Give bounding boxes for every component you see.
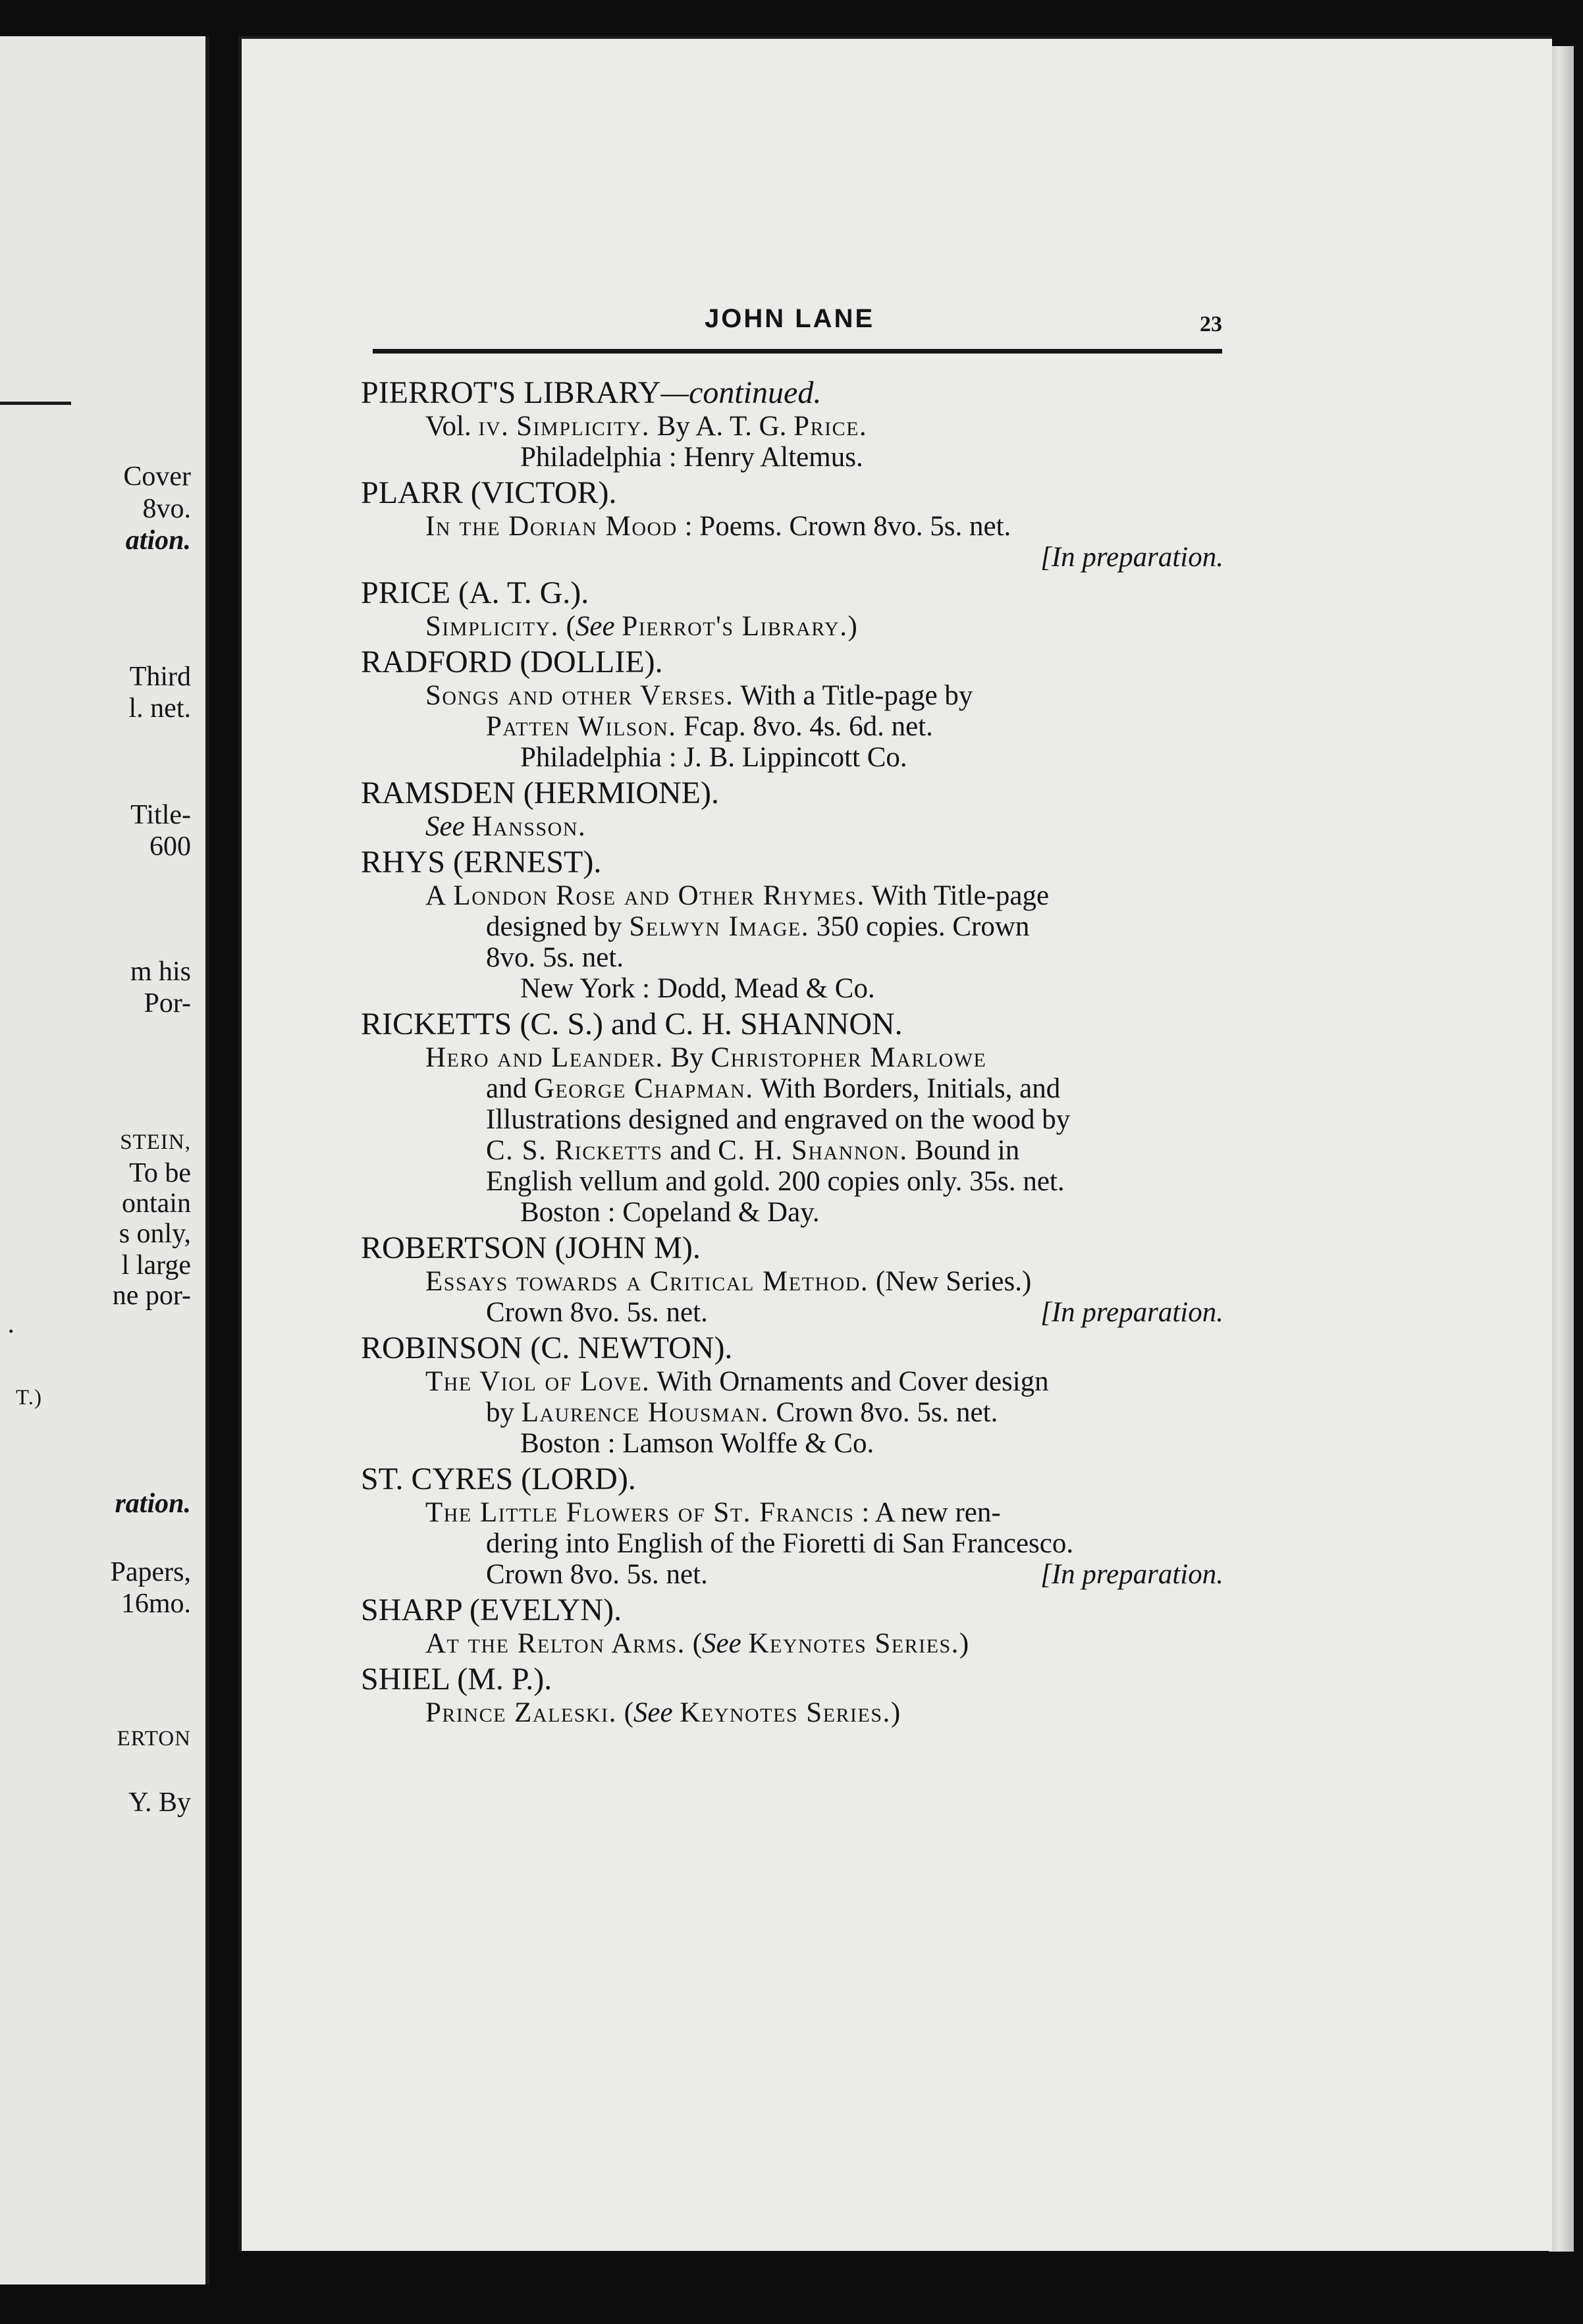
margin-fragment: Cover (123, 462, 191, 492)
header-rule (373, 349, 1222, 354)
margin-fragment: l large (121, 1250, 191, 1281)
margin-fragment: Papers, (110, 1557, 191, 1587)
catalogue-entry (361, 776, 1223, 842)
entry-line: C. S. Ricketts and C. H. Shannon. Bound in (486, 1135, 1020, 1166)
entry-imprint: Philadelphia : J. B. Lippincott Co. (520, 742, 907, 773)
running-head: JOHN LANE (705, 304, 875, 333)
entry-author: SHIEL (M. P.). (361, 1662, 552, 1697)
entry-line: Songs and other Verses. With a Title-page by (425, 680, 973, 711)
entry-author: RADFORD (DOLLIE). (361, 645, 663, 679)
facing-page-fragment (0, 36, 209, 2284)
entry-imprint: Philadelphia : Henry Altemus. (520, 442, 863, 473)
margin-fragment: 16mo. (121, 1589, 191, 1619)
catalogue-entry (361, 1662, 1223, 1728)
margin-fragment: To be (129, 1158, 191, 1188)
entry-line: Vol. iv. Simplicity. By A. T. G. Price. (425, 411, 868, 442)
entry-status: [In preparation. (1040, 1297, 1223, 1328)
entry-line: English vellum and gold. 200 copies only. 35s. net. (486, 1166, 1065, 1197)
catalogue-entry (361, 645, 1223, 773)
entry-imprint: New York : Dodd, Mead & Co. (520, 973, 875, 1004)
margin-fragment: Y. By (128, 1787, 191, 1818)
margin-fragment: 600 (149, 832, 191, 862)
entry-line: Simplicity. (See Pierrot's Library.) (425, 611, 857, 642)
entry-line: 8vo. 5s. net. (486, 942, 624, 973)
margin-fragment: ontain (122, 1188, 191, 1219)
entry-author: SHARP (EVELYN). (361, 1593, 622, 1627)
catalogue-entry (361, 1593, 1223, 1659)
entry-author: ST. CYRES (LORD). (361, 1462, 636, 1496)
entry-status: [In preparation. (1040, 542, 1223, 573)
entry-line: designed by Selwyn Image. 350 copies. Crown (486, 911, 1030, 942)
entry-line: Patten Wilson. Fcap. 8vo. 4s. 6d. net. (486, 711, 933, 742)
entry-author: PIERROT'S LIBRARY—continued. (361, 375, 822, 410)
entry-line: The Viol of Love. With Ornaments and Cover design (425, 1366, 1049, 1397)
entry-author: RAMSDEN (HERMIONE). (361, 776, 719, 810)
margin-fragment: Title- (130, 800, 191, 830)
catalogue-entry (361, 1230, 1223, 1328)
catalogue-entry (361, 575, 1223, 642)
page-number: 23 (1200, 312, 1222, 336)
entry-line: Crown 8vo. 5s. net. [In preparation. (486, 1559, 1223, 1590)
margin-fragment: ration. (115, 1489, 191, 1519)
entry-author: PLARR (VICTOR). (361, 475, 617, 510)
entry-line: dering into English of the Fioretti di San Francesco. (486, 1528, 1074, 1559)
entry-author: PRICE (A. T. G.). (361, 575, 589, 610)
entry-line: The Little Flowers of St. Francis : A new ren- (425, 1497, 1001, 1528)
catalogue-entry (361, 1007, 1223, 1228)
entry-author: RICKETTS (C. S.) and C. H. SHANNON. (361, 1007, 903, 1042)
margin-fragment: ERTON (117, 1727, 191, 1751)
margin-fragment: STEIN, (120, 1130, 191, 1154)
catalogue-entry (361, 1462, 1223, 1590)
entry-line: Hero and Leander. By Christopher Marlowe (425, 1042, 987, 1073)
margin-fragment: . (7, 1309, 14, 1339)
margin-fragment: Por- (144, 988, 191, 1018)
entry-line: In the Dorian Mood : Poems. Crown 8vo. 5s. net. (425, 511, 1011, 542)
margin-fragment: ne por- (112, 1281, 191, 1311)
entry-line: Illustrations designed and engraved on the wood by (486, 1104, 1071, 1135)
margin-fragment: T.) (16, 1386, 42, 1410)
entry-line: Essays towards a Critical Method. (New Series.) (425, 1266, 1032, 1297)
entry-line: A London Rose and Other Rhymes. With Title-page (425, 880, 1050, 911)
entry-line: and George Chapman. With Borders, Initials, and (486, 1073, 1061, 1104)
margin-fragment: 8vo. (142, 494, 191, 524)
entry-imprint: Boston : Copeland & Day. (520, 1197, 820, 1228)
margin-fragment: m his (130, 957, 191, 987)
entry-author: ROBINSON (C. NEWTON). (361, 1331, 733, 1365)
entry-author: ROBERTSON (JOHN M). (361, 1230, 701, 1265)
entry-line: Prince Zaleski. (See Keynotes Series.) (425, 1697, 901, 1728)
margin-fragment: Third (129, 662, 191, 692)
entry-line: Crown 8vo. 5s. net. [In preparation. (486, 1297, 1223, 1328)
entry-line: See Hansson. (425, 811, 587, 842)
catalogue-entry (361, 475, 1223, 573)
catalogue-entry (361, 375, 1223, 473)
page-edge (1549, 46, 1574, 2252)
entry-imprint: Boston : Lamson Wolffe & Co. (520, 1428, 874, 1459)
entry-line: by Laurence Housman. Crown 8vo. 5s. net. (486, 1397, 998, 1428)
entry-line: At the Relton Arms. (See Keynotes Series.) (425, 1628, 969, 1659)
entry-status: [In preparation. (1040, 1559, 1223, 1590)
entry-author: RHYS (ERNEST). (361, 845, 602, 880)
catalogue-entry (361, 1331, 1223, 1459)
catalogue-entry (361, 845, 1223, 1004)
margin-fragment: l. net. (128, 693, 191, 724)
margin-fragment: s only, (119, 1219, 191, 1249)
facing-page-rule (0, 402, 71, 405)
margin-fragment: ation. (125, 525, 191, 556)
catalogue-entries (361, 375, 1223, 1731)
